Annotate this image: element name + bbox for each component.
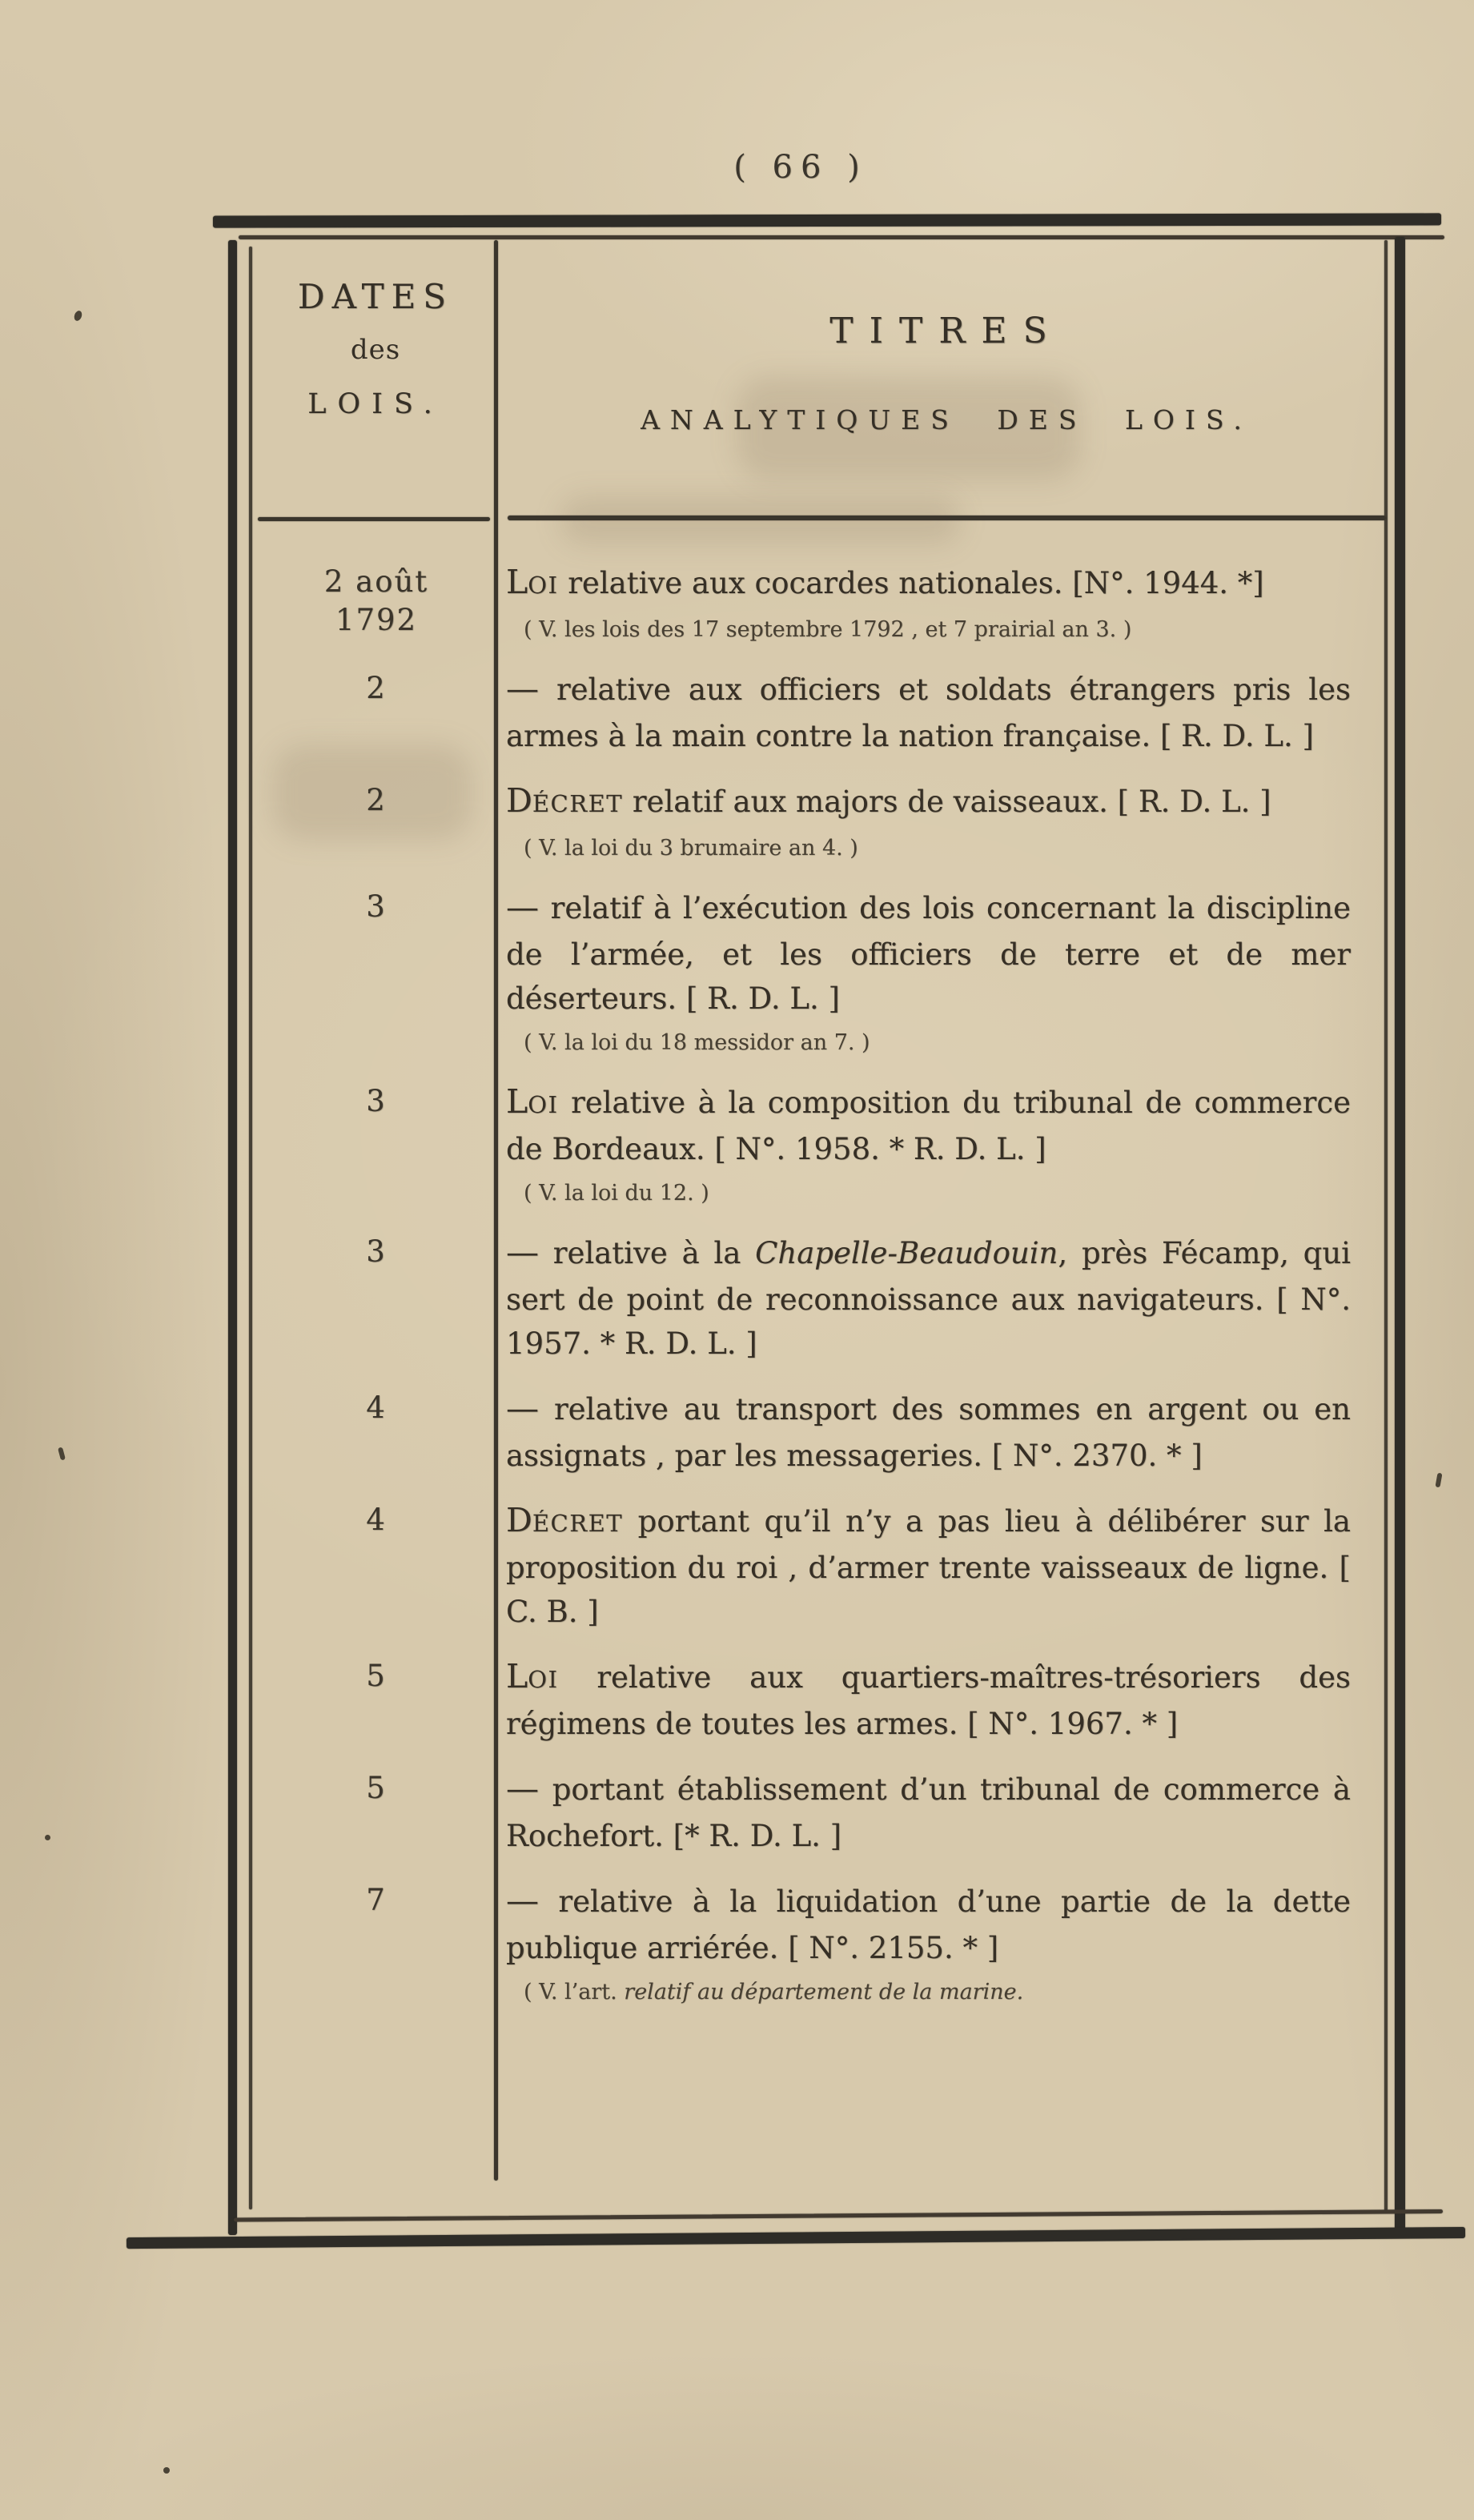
law-entry-text: — relative au transport des sommes en argent ou en assignats , par les messageries. [ N°. 2370. * ] bbox=[506, 1389, 1351, 1473]
law-entry-text: — portant établissement d’un tribunal de commerce à Rochefort. [* R. D. L. ] bbox=[506, 1769, 1351, 1853]
law-title bbox=[495, 779, 1384, 865]
cross-reference-note: ( V. la loi du 3 brumaire an 4. ) bbox=[524, 836, 858, 861]
law-date: 5 bbox=[366, 1659, 387, 1693]
law-index-table-body bbox=[258, 560, 1384, 2029]
table-row bbox=[258, 1499, 1384, 1634]
law-title bbox=[495, 667, 1384, 758]
top-rule-thick bbox=[213, 213, 1441, 227]
cross-reference-note: ( V. la loi du 12. ) bbox=[524, 1181, 709, 1206]
law-date: 2 août 1792 bbox=[323, 564, 429, 637]
table-border-right-inner bbox=[1384, 240, 1388, 2211]
table-row bbox=[258, 560, 1384, 646]
law-date: 2 bbox=[366, 671, 387, 705]
bottom-rule-thin bbox=[234, 2209, 1443, 2222]
table-row bbox=[258, 1879, 1384, 2008]
table-row bbox=[258, 1230, 1384, 1366]
top-rule-thin bbox=[239, 235, 1444, 239]
ink-speck bbox=[45, 1835, 50, 1840]
table-row bbox=[258, 1767, 1384, 1858]
cross-reference-note: ( V. l’art. relatif au département de la marine. bbox=[524, 1980, 1024, 2004]
ink-speck bbox=[58, 1447, 66, 1460]
column-header-dates bbox=[258, 277, 493, 420]
law-entry-text: DÉCRET relatif aux majors de vaisseaux. [ R. D. L. ] bbox=[506, 781, 1271, 820]
law-entry-text: — relative à la liquidation d’une partie de la dette publique arriérée. [ N°. 2155. * ] bbox=[506, 1881, 1351, 1965]
law-entry-text: — relatif à l’exécution des lois concernant la discipline de l’armée, et les officiers de terre et de mer déserteurs. [ R. D. L. ] bbox=[506, 888, 1351, 1016]
law-date: 7 bbox=[366, 1883, 387, 1917]
lois-label: LOIS. bbox=[307, 388, 444, 420]
law-entry-text: DÉCRET portant qu’il n’y a pas lieu à délibérer sur la proposition du roi , d’armer trente vaisseaux de ligne. [ C. B. ] bbox=[506, 1501, 1351, 1629]
law-date: 3 bbox=[366, 1234, 387, 1269]
law-date: 4 bbox=[366, 1503, 387, 1537]
table-row bbox=[258, 885, 1384, 1059]
ink-bleed-smudge bbox=[560, 496, 961, 544]
table-row bbox=[258, 1655, 1384, 1746]
table-row bbox=[258, 779, 1384, 865]
titres-label: TITRES bbox=[829, 311, 1063, 351]
ink-speck bbox=[163, 2467, 170, 2474]
law-title bbox=[495, 1230, 1384, 1366]
ink-speck bbox=[73, 310, 83, 322]
law-title bbox=[495, 1499, 1384, 1634]
page-number: ( 66 ) bbox=[733, 149, 868, 186]
dates-label: DATES bbox=[297, 277, 454, 316]
law-title bbox=[495, 1655, 1384, 1746]
ink-speck bbox=[1435, 1473, 1442, 1488]
law-date: 2 bbox=[366, 783, 387, 817]
law-title bbox=[495, 1386, 1384, 1478]
analytiques-label: ANALYTIQUES DES LOIS. bbox=[641, 404, 1252, 435]
law-entry-text: — relative aux officiers et soldats étrangers pris les armes à la main contre la nation française. [ R. D. L. ] bbox=[506, 669, 1351, 753]
header-rule-dates bbox=[258, 517, 490, 521]
law-title bbox=[495, 1767, 1384, 1858]
law-date: 3 bbox=[366, 889, 387, 924]
table-row bbox=[258, 667, 1384, 758]
bottom-rule-thick bbox=[127, 2227, 1465, 2249]
table-row bbox=[258, 1386, 1384, 1478]
law-title bbox=[495, 885, 1384, 1059]
law-title bbox=[495, 1879, 1384, 2008]
table-row bbox=[258, 1080, 1384, 1210]
law-entry-text: LOI relative aux cocardes nationales. [N°. 1944. *] bbox=[506, 563, 1264, 601]
law-entry-text: LOI relative aux quartiers-maîtres-trésoriers des régimens de toutes les armes. [ N°. 1967. * ] bbox=[506, 1657, 1351, 1741]
table-border-left-inner bbox=[249, 247, 252, 2209]
header-rule-titres bbox=[508, 516, 1386, 520]
des-label: des bbox=[350, 334, 401, 366]
law-entry-text: LOI relative à la composition du tribunal de commerce de Bordeaux. [ N°. 1958. * R. D. L. ] bbox=[506, 1082, 1351, 1166]
law-title bbox=[495, 560, 1384, 646]
cross-reference-note: ( V. la loi du 18 messidor an 7. ) bbox=[524, 1030, 870, 1055]
law-title bbox=[495, 1080, 1384, 1210]
law-entry-text: — relative à la Chapelle-Beaudouin, près Fécamp, qui sert de point de reconnoissance aux navigateurs. [ N°. 1957. * R. D. L. ] bbox=[506, 1233, 1351, 1361]
law-date: 4 bbox=[366, 1390, 387, 1425]
law-date: 5 bbox=[366, 1771, 387, 1805]
law-date: 3 bbox=[366, 1084, 387, 1118]
cross-reference-note: ( V. les lois des 17 septembre 1792 , et 7 prairial an 3. ) bbox=[524, 617, 1132, 642]
table-border-left-outer bbox=[228, 240, 237, 2235]
column-header-titres bbox=[508, 311, 1385, 435]
table-border-right-outer bbox=[1395, 237, 1405, 2233]
